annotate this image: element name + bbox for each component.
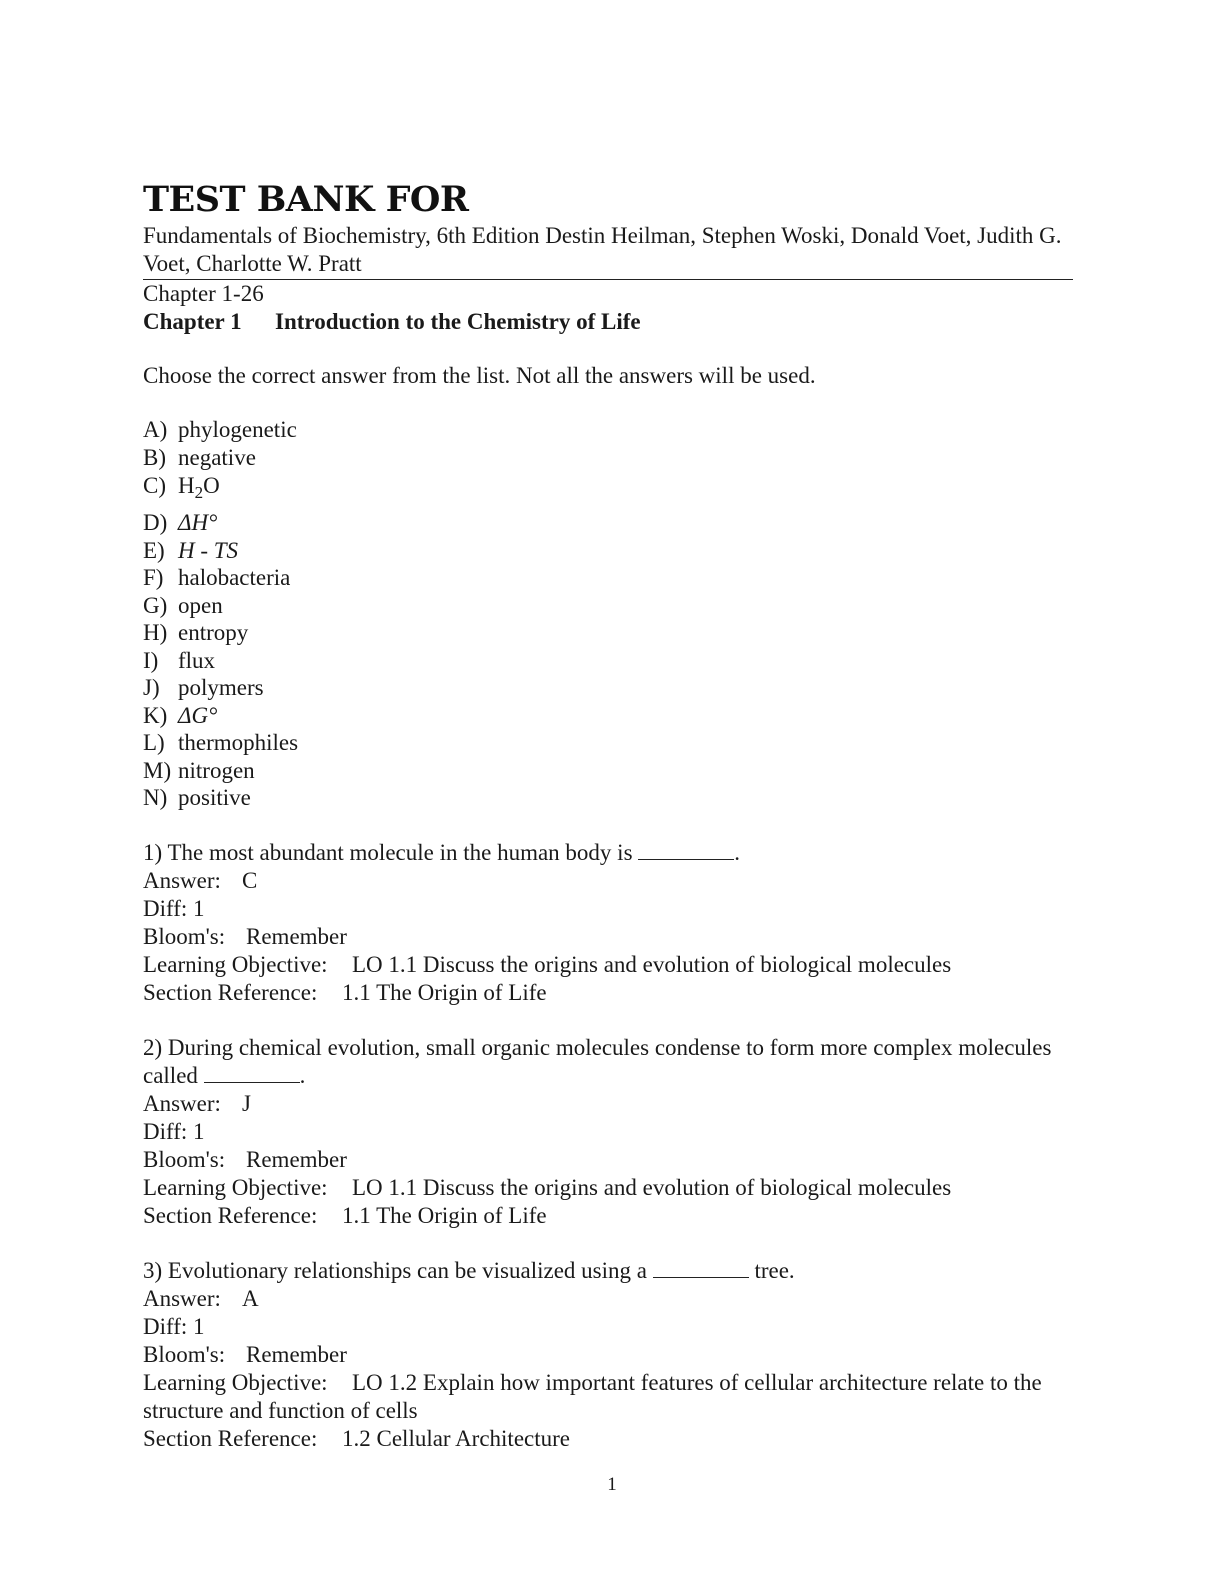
learning-objective-value: LO 1.1 Discuss the origins and evolution of biological molecules bbox=[352, 951, 952, 977]
choice-text: flux bbox=[178, 647, 216, 673]
choice-text: phylogenetic bbox=[178, 417, 297, 442]
blooms-line bbox=[143, 923, 1073, 951]
answer-choices-list bbox=[143, 416, 1073, 812]
choice-text: nitrogen bbox=[178, 757, 255, 783]
section-reference-line bbox=[143, 979, 1073, 1007]
choice-letter: G) bbox=[143, 592, 168, 618]
answer-blank bbox=[204, 1064, 300, 1083]
learning-objective-value: LO 1.2 Explain how important features of cellular architecture relate to the bbox=[352, 1369, 1042, 1395]
diff-line bbox=[143, 895, 1073, 923]
book-info: Fundamentals of Biochemistry, 6th Edition Destin Heilman, Stephen Woski, Donald Voet, Judith G. Voet, Charlotte W. Pratt bbox=[143, 223, 1062, 276]
answer-value: J bbox=[242, 1090, 251, 1116]
blooms-label: Bloom's: bbox=[143, 1341, 226, 1367]
question-block bbox=[143, 839, 1073, 1007]
question-text: 1) The most abundant molecule in the human body is bbox=[143, 839, 639, 865]
learning-objective-value: LO 1.1 Discuss the origins and evolution of biological molecules bbox=[352, 1174, 952, 1200]
answer-line bbox=[143, 1285, 1073, 1313]
formula-main: H bbox=[178, 473, 195, 498]
section-reference-label: Section Reference: bbox=[143, 1425, 318, 1451]
choice-letter: F) bbox=[143, 565, 164, 590]
chapter-title: Introduction to the Chemistry of Life bbox=[275, 309, 641, 334]
answer-label: Answer: bbox=[143, 1285, 221, 1311]
blooms-value: Remember bbox=[246, 1146, 347, 1172]
question-stem-continued bbox=[143, 1062, 1073, 1090]
choice-letter: M) bbox=[143, 757, 172, 783]
formula-subscript: 2 bbox=[194, 483, 204, 502]
question-text-end: . bbox=[299, 1062, 306, 1088]
chapter-number: Chapter 1 bbox=[143, 309, 242, 334]
diff-line bbox=[143, 1313, 1073, 1341]
choice-text: polymers bbox=[178, 675, 264, 700]
formula-tail: O bbox=[203, 473, 220, 498]
choice-letter: K) bbox=[143, 702, 168, 728]
diff-label: Diff: bbox=[143, 895, 188, 921]
choice-item bbox=[143, 784, 1073, 812]
section-reference-line bbox=[143, 1425, 1073, 1453]
learning-objective-label: Learning Objective: bbox=[143, 951, 328, 977]
choice-item bbox=[143, 564, 1073, 592]
choice-letter: L) bbox=[143, 730, 165, 755]
blooms-value: Remember bbox=[246, 1341, 347, 1367]
diff-value: 1 bbox=[193, 1313, 205, 1339]
choice-item bbox=[143, 509, 1073, 537]
choice-item bbox=[143, 537, 1073, 565]
choice-letter: E) bbox=[143, 537, 165, 563]
choice-text: open bbox=[178, 592, 223, 618]
question-stem bbox=[143, 839, 1073, 867]
choice-item bbox=[143, 647, 1073, 675]
choice-item bbox=[143, 471, 1073, 501]
answer-label: Answer: bbox=[143, 867, 221, 893]
answer-line bbox=[143, 867, 1073, 895]
learning-objective-continued: structure and function of cells bbox=[143, 1397, 418, 1423]
blooms-label: Bloom's: bbox=[143, 1146, 226, 1172]
learning-objective-label: Learning Objective: bbox=[143, 1369, 328, 1395]
choice-letter: C) bbox=[143, 473, 166, 498]
choice-item bbox=[143, 619, 1073, 647]
blooms-value: Remember bbox=[246, 923, 347, 949]
blooms-label: Bloom's: bbox=[143, 923, 226, 949]
answer-blank bbox=[638, 841, 734, 860]
blooms-line bbox=[143, 1146, 1073, 1174]
choice-text: halobacteria bbox=[178, 565, 291, 590]
answer-value: C bbox=[242, 867, 258, 893]
answer-value: A bbox=[242, 1285, 259, 1311]
answer-blank bbox=[653, 1259, 749, 1278]
answer-line bbox=[143, 1090, 1073, 1118]
question-text: called bbox=[143, 1062, 204, 1088]
choice-letter: D) bbox=[143, 510, 168, 535]
choice-letter: I) bbox=[143, 647, 159, 673]
learning-objective-line bbox=[143, 1369, 1073, 1397]
choice-text: ΔH° bbox=[178, 510, 218, 535]
diff-line bbox=[143, 1118, 1073, 1146]
choice-text: thermophiles bbox=[178, 730, 299, 755]
choice-text: negative bbox=[178, 444, 256, 470]
section-reference-line bbox=[143, 1202, 1073, 1230]
question-text-end: . bbox=[734, 839, 741, 865]
question-block bbox=[143, 1257, 1073, 1453]
question-stem bbox=[143, 1257, 1073, 1285]
chapter-heading bbox=[143, 308, 1073, 336]
choice-letter: H) bbox=[143, 620, 168, 645]
instructions: Choose the correct answer from the list. Not all the answers will be used. bbox=[143, 363, 816, 388]
choice-letter: N) bbox=[143, 785, 168, 810]
choice-letter: J) bbox=[143, 675, 160, 700]
question-stem: 2) During chemical evolution, small organic molecules condense to form more complex molecules bbox=[143, 1034, 1052, 1060]
learning-objective-line bbox=[143, 1174, 1073, 1202]
choice-text: H - TS bbox=[178, 537, 239, 563]
choice-item bbox=[143, 729, 1073, 757]
chapter-range: Chapter 1-26 bbox=[143, 281, 264, 306]
document-page bbox=[143, 178, 1073, 1453]
document-title: TEST BANK FOR bbox=[143, 179, 469, 220]
choice-item bbox=[143, 592, 1073, 620]
choice-text: entropy bbox=[178, 620, 249, 645]
learning-objective-line bbox=[143, 951, 1073, 979]
section-reference-value: 1.1 The Origin of Life bbox=[342, 979, 547, 1005]
diff-label: Diff: bbox=[143, 1313, 188, 1339]
question-block bbox=[143, 1034, 1073, 1230]
choice-letter: B) bbox=[143, 444, 166, 470]
choice-text: positive bbox=[178, 785, 251, 810]
choice-item bbox=[143, 674, 1073, 702]
section-reference-label: Section Reference: bbox=[143, 979, 318, 1005]
learning-objective-label: Learning Objective: bbox=[143, 1174, 328, 1200]
diff-value: 1 bbox=[193, 895, 205, 921]
section-reference-value: 1.2 Cellular Architecture bbox=[342, 1425, 571, 1451]
diff-value: 1 bbox=[193, 1118, 205, 1144]
choice-text: ΔG° bbox=[178, 702, 218, 728]
choice-item bbox=[143, 757, 1073, 785]
choice-item bbox=[143, 702, 1073, 730]
question-text: 3) Evolutionary relationships can be visualized using a bbox=[143, 1257, 653, 1283]
section-reference-value: 1.1 The Origin of Life bbox=[342, 1202, 547, 1228]
choice-item bbox=[143, 444, 1073, 472]
diff-label: Diff: bbox=[143, 1118, 188, 1144]
choice-letter: A) bbox=[143, 417, 168, 442]
choice-item bbox=[143, 416, 1073, 444]
choice-text bbox=[178, 471, 220, 501]
answer-label: Answer: bbox=[143, 1090, 221, 1116]
blooms-line bbox=[143, 1341, 1073, 1369]
section-reference-label: Section Reference: bbox=[143, 1202, 318, 1228]
question-text-end: tree. bbox=[748, 1257, 795, 1283]
page-number: 1 bbox=[607, 1474, 617, 1495]
